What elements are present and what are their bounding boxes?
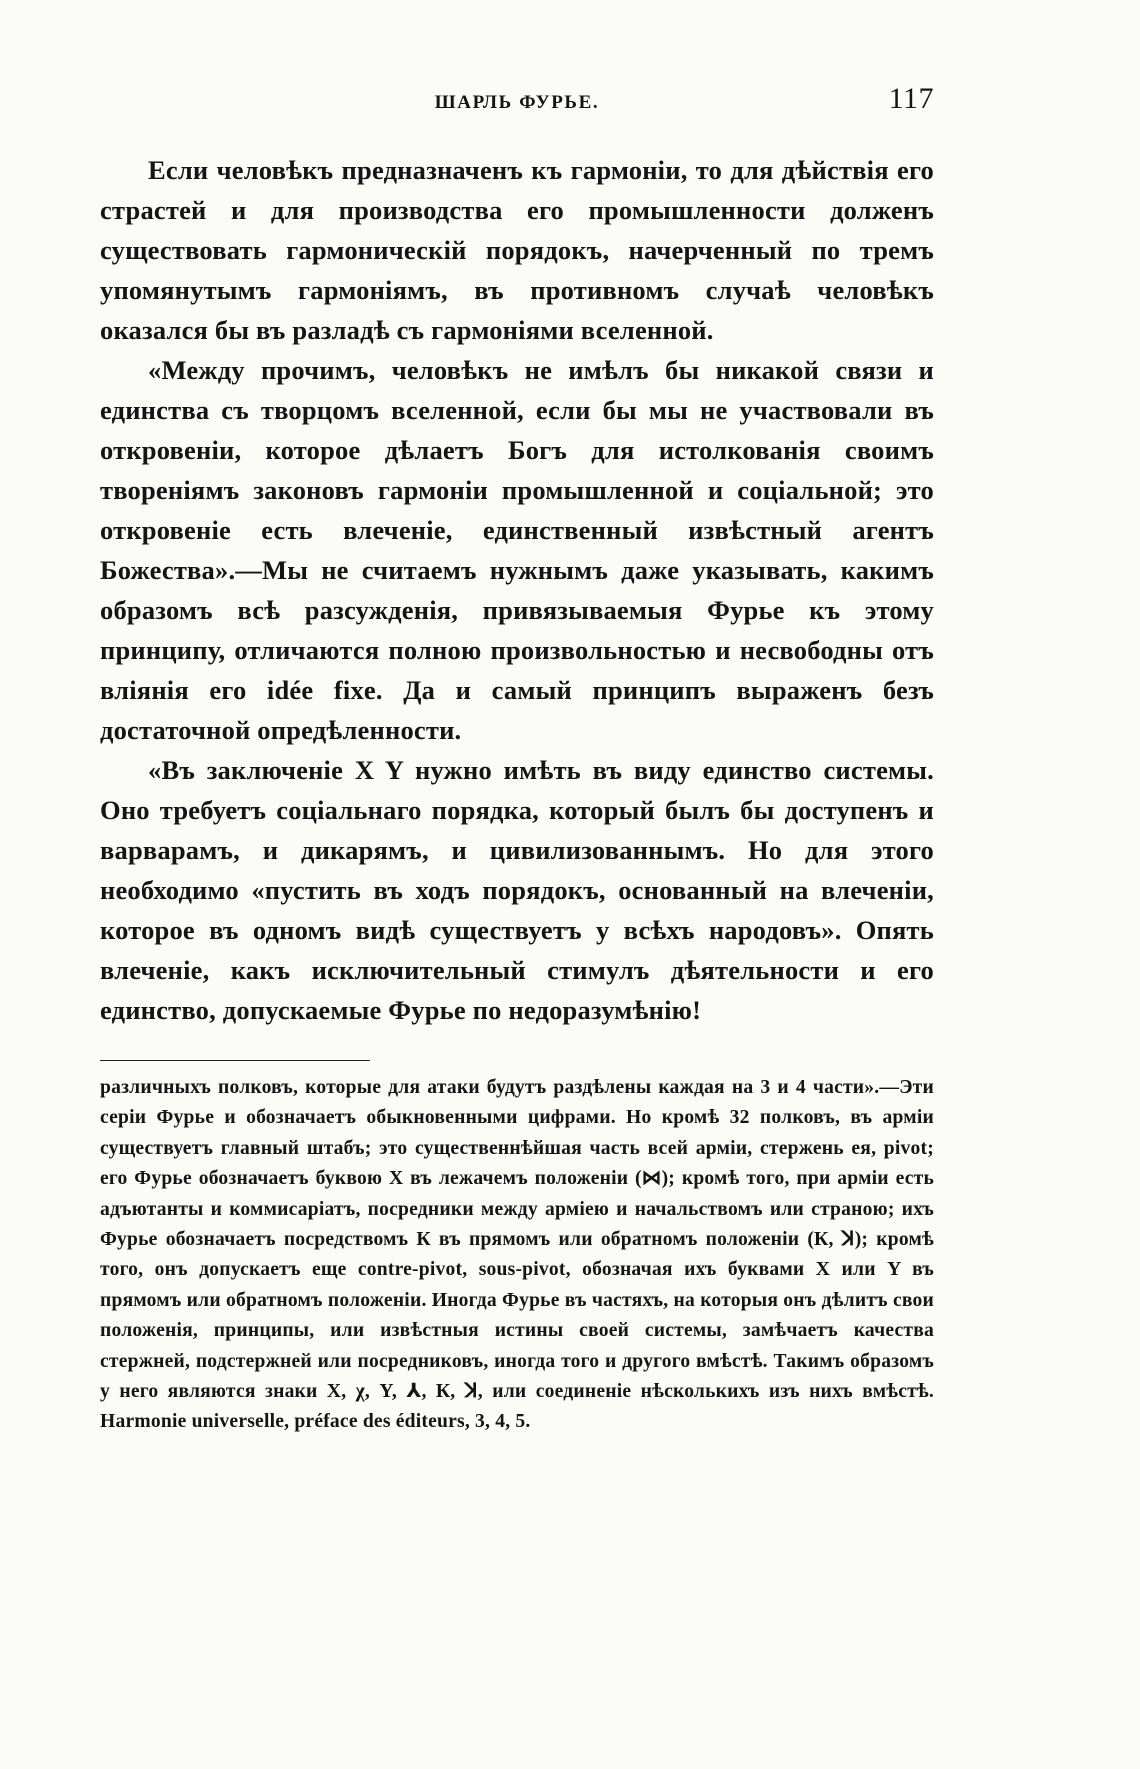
running-title: ШАРЛЬ ФУРЬЕ. (434, 92, 600, 113)
paragraph-2: «Между прочимъ, человѣкъ не имѣлъ бы никакой связи и единства съ творцомъ вселенной, если бы мы не участвовали въ откровеніи, которое дѣлаетъ Богъ для истолкованія своимъ твореніямъ законовъ гармоніи промышленной и соціальной; это откровеніе есть влеченіе, единственный извѣстный агентъ Божества».—Мы не считаемъ нужнымъ даже указывать, какимъ образомъ всѣ разсужденія, привязываемыя Фурье къ этому принципу, отличаются полною произвольностью и несвободны отъ вліянія его idée fixe. Да и самый принципъ выраженъ безъ достаточной опредѣленности. (100, 355, 934, 745)
book-page (100, 80, 934, 1700)
footnote-text: различныхъ полковъ, которые для атаки будутъ раздѣлены каждая на 3 и 4 части».—Эти серіи Фурье и обозначаетъ обыкновенными цифрами. Но кромѣ 32 полковъ, въ арміи существуетъ главный штабъ; это существеннѣйшая часть всей арміи, стержень ея, pivot; его Фурье обозначаетъ буквою X въ лежачемъ положеніи (⋈); кромѣ того, при арміи есть адъютанты и коммисаріатъ, посредники между арміею и начальствомъ или страною; ихъ Фурье обозначаетъ посредствомъ К въ прямомъ или обратномъ положеніи (К, ꓘ); кромѣ того, онъ допускаетъ еще contre-pivot, sous-pivot, обозначая ихъ буквами X или Y въ прямомъ или обратномъ положеніи. Иногда Фурье въ частяхъ, на которыя онъ дѣлитъ свои положенія, принципы, или извѣстныя истины своей системы, замѣчаетъ качества стержней, подстержней или посредниковъ, иногда того и другого вмѣстѣ. Такимъ образомъ у него являются знаки X, χ, Y, ⅄, К, ꓘ, или соединеніе нѣсколькихъ изъ нихъ вмѣстѣ. Harmonie universelle, préface des éditeurs, 3, 4, 5. (100, 1077, 934, 1433)
paragraph-3: «Въ заключеніе X Y нужно имѣть въ виду единство системы. Оно требуетъ соціальнаго порядка, который былъ бы доступенъ и варварамъ, и дикарямъ, и цивилизованнымъ. Но для этого необходимо «пустить въ ходъ порядокъ, основанный на влеченіи, которое въ одномъ видѣ существуетъ у всѣхъ народовъ». Опять влеченіе, какъ исключительный стимулъ дѣятельности и его единство, допускаемые Фурье по недоразумѣнію! (100, 755, 934, 1025)
footnote (100, 1073, 934, 1438)
running-head (100, 80, 934, 130)
main-text (100, 150, 934, 1030)
paragraph-1: Если человѣкъ предназначенъ къ гармоніи, то для дѣйствія его страстей и для производства его промышленности долженъ существовать гармоническій порядокъ, начерченный по тремъ упомянутымъ гармоніямъ, въ противномъ случаѣ человѣкъ оказался бы въ разладѣ съ гармоніями вселенной. (100, 155, 934, 345)
footnote-divider (100, 1060, 370, 1061)
page-number: 117 (888, 82, 934, 115)
